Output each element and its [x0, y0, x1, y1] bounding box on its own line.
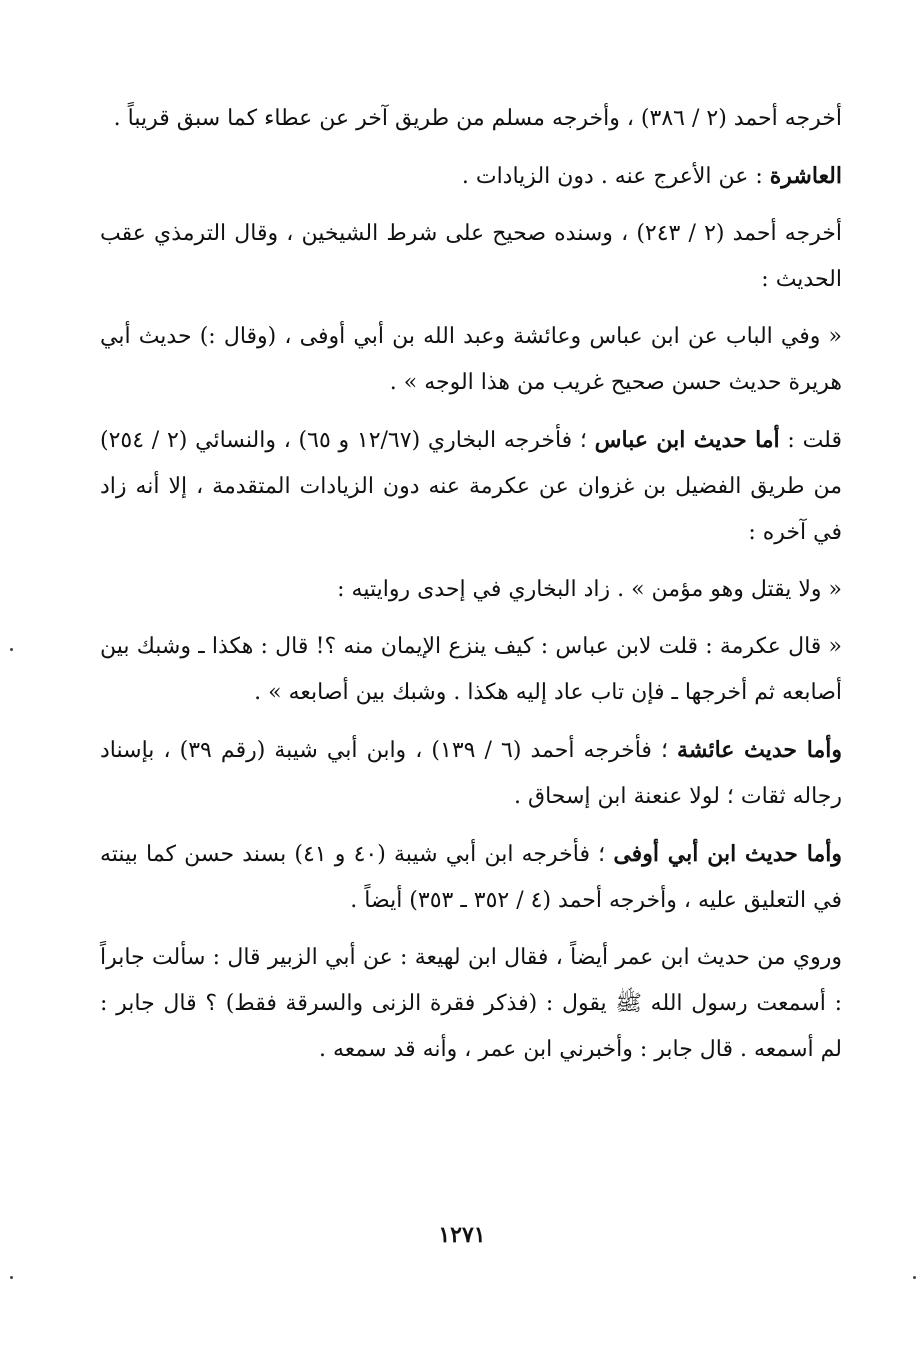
paragraph: [100, 567, 842, 613]
paragraph-text: « قال عكرمة : قلت لابن عباس : كيف ينزع الإيمان منه ؟! قال : هكذا ـ وشبك بين أصابعه ثم أخرجها ـ فإن تاب عاد إليه هكذا . وشبك بين أصابعه » .: [100, 634, 842, 705]
paragraph: [100, 96, 842, 142]
paragraph: [100, 417, 842, 556]
paragraph-text: ؛ فأخرجه ابن أبي شيبة (٤٠ و ٤١) بسند حسن كما بينته في التعليق عليه ، وأخرجه أحمد (٤ / ٣٥٢ ـ ٣٥٣) أيضاً .: [100, 842, 842, 913]
paragraph-text: : عن الأعرج عنه . دون الزيادات .: [461, 164, 770, 189]
paragraph: [100, 831, 842, 924]
paragraph-text: قلت :: [779, 428, 842, 453]
bold-heading-text: العاشرة: [769, 163, 842, 189]
paragraph: [100, 935, 842, 1073]
paragraph: [100, 727, 842, 820]
paragraph-text: ؛ فأخرجه البخاري (١٢/٦٧ و ٦٥) ، والنسائي (٢ / ٢٥٤) من طريق الفضيل بن غزوان عن عكرمة عنه دون الزيادات المتقدمة ، إلا أنه زاد في آخره :: [100, 428, 842, 545]
paragraph: [100, 314, 842, 406]
bold-heading-text: أما حديث ابن عباس: [594, 427, 780, 453]
paragraph: [100, 153, 842, 200]
page-body-text: [100, 96, 842, 1084]
paragraph-text: « ولا يقتل وهو مؤمن » . زاد البخاري في إحدى روايتيه :: [337, 577, 842, 602]
paragraph-text: أخرجه أحمد (٢ / ٣٨٦) ، وأخرجه مسلم من طريق آخر عن عطاء كما سبق قريباً .: [113, 106, 842, 131]
margin-speck: [913, 1276, 916, 1279]
paragraph: [100, 211, 842, 303]
paragraph-text: وروي من حديث ابن عمر أيضاً ، فقال ابن لهيعة : عن أبي الزبير قال : سألت جابراً : أسمعت رسول الله ﷺ يقول : (فذكر فقرة الزنى والسرقة فقط) ؟ قال جابر : لم أسمعه . قال جابر : وأخبرني ابن عمر ، وأنه قد سمعه .: [100, 945, 842, 1062]
bold-heading-text: وأما حديث ابن أبي أوفى: [613, 841, 842, 867]
paragraph-text: « وفي الباب عن ابن عباس وعائشة وعبد الله بن أبي أوفى ، (وقال :) حديث أبي هريرة حديث حسن صحيح غريب من هذا الوجه » .: [100, 324, 842, 395]
paragraph-text: ؛ فأخرجه أحمد (٦ / ١٣٩) ، وابن أبي شيبة (رقم ٣٩) ، بإسناد رجاله ثقات ؛ لولا عنعنة ابن إسحاق .: [100, 738, 842, 809]
paragraph-text: أخرجه أحمد (٢ / ٢٤٣) ، وسنده صحيح على شرط الشيخين ، وقال الترمذي عقب الحديث :: [100, 221, 843, 292]
page-number: ١٢٧١: [438, 1222, 486, 1248]
bold-heading-text: وأما حديث عائشة: [677, 737, 842, 763]
margin-speck: [10, 1276, 13, 1279]
margin-speck: [10, 648, 13, 651]
paragraph: [100, 624, 842, 716]
